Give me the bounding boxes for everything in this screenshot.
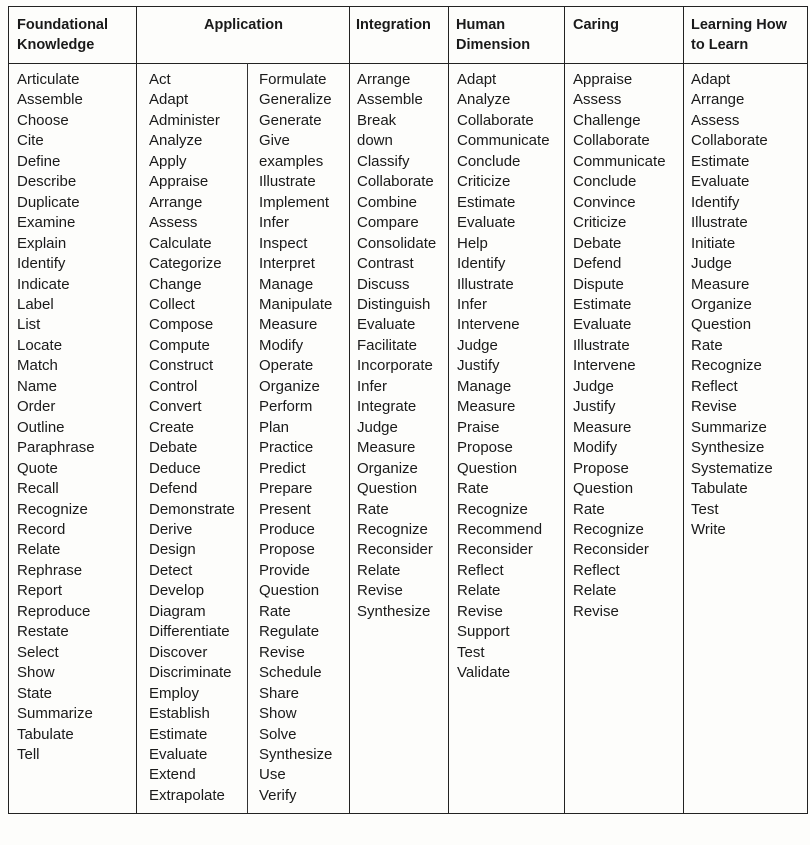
- verb-item: Act: [149, 71, 171, 88]
- verb-item: Order: [17, 398, 56, 416]
- verb-item: Plan: [259, 418, 290, 436]
- verb-item: Differentiate: [149, 623, 230, 641]
- header-caring: Caring: [573, 17, 619, 33]
- verb-item: Praise: [457, 418, 500, 436]
- verb-item: Change: [149, 275, 202, 293]
- verb-item: Question: [457, 459, 518, 477]
- verb-item: Support: [457, 623, 510, 641]
- verb-item: Summarize: [691, 418, 767, 436]
- verb-item: Collect: [149, 295, 195, 313]
- verb-item: Interpret: [259, 255, 315, 273]
- verb-item: Integrate: [357, 398, 417, 416]
- verb-item: Explain: [17, 234, 67, 252]
- verb-item: Reflect: [691, 377, 738, 395]
- verb-item: Create: [149, 418, 195, 436]
- verb-item: Question: [691, 316, 752, 334]
- verb-item: Evaluate: [357, 316, 416, 334]
- verb-item: Control: [149, 377, 198, 395]
- verb-item: Outline: [17, 418, 65, 436]
- verb-item: Judge: [357, 418, 398, 436]
- verb-item: Conclude: [573, 173, 637, 191]
- verb-item: Collaborate: [573, 132, 650, 150]
- verb-item: Practice: [259, 439, 314, 457]
- verb-item: Communicate: [573, 152, 666, 170]
- verb-item: Modify: [573, 439, 618, 457]
- verb-item: Appraise: [149, 173, 209, 191]
- verb-item: Measure: [573, 418, 632, 436]
- verb-item: Choose: [17, 111, 69, 129]
- verb-item: Develop: [149, 582, 205, 600]
- verb-item: Schedule: [259, 664, 322, 682]
- column-divider: [683, 7, 684, 813]
- verb-item: Extrapolate: [149, 786, 225, 804]
- verb-item: Classify: [357, 152, 410, 170]
- verb-item: Organize: [691, 295, 752, 313]
- verb-item: Collaborate: [357, 173, 434, 191]
- verb-item: Report: [17, 582, 63, 600]
- verb-item: Recognize: [573, 520, 644, 538]
- verb-item: Adapt: [691, 71, 731, 88]
- verb-item: Verify: [259, 786, 297, 804]
- verb-item: Illustrate: [573, 336, 630, 354]
- verb-item: Measure: [691, 275, 750, 293]
- verb-item: Tabulate: [17, 725, 74, 743]
- verb-item: Demonstrate: [149, 500, 235, 518]
- verb-item: Inspect: [259, 234, 308, 252]
- verb-item: Justify: [457, 357, 500, 375]
- verb-item: Rate: [457, 480, 489, 498]
- verb-item: Contrast: [357, 255, 414, 273]
- column-divider: [448, 7, 449, 813]
- verb-item: Quote: [17, 459, 58, 477]
- verb-item: Calculate: [149, 234, 212, 252]
- verb-item: Match: [17, 357, 58, 375]
- verb-item: Evaluate: [691, 173, 750, 191]
- verb-item: Combine: [357, 193, 418, 211]
- verb-item: Convince: [573, 193, 636, 211]
- verb-item: Define: [17, 152, 61, 170]
- verb-item: Assess: [149, 214, 198, 232]
- verb-item: Revise: [573, 602, 619, 620]
- column-divider: [136, 7, 137, 813]
- verb-item: Challenge: [573, 111, 641, 129]
- verb-item: Detect: [149, 561, 193, 579]
- verb-item: Judge: [457, 336, 498, 354]
- verb-item: Appraise: [573, 71, 633, 88]
- verb-item: Analyze: [457, 91, 511, 109]
- verb-item: Label: [17, 295, 54, 313]
- verb-item: Arrange: [149, 193, 203, 211]
- verb-item: Propose: [457, 439, 513, 457]
- verb-item: Recognize: [17, 500, 88, 518]
- verb-item: Systematize: [691, 459, 773, 477]
- verb-item: Validate: [457, 664, 511, 682]
- verb-item: Select: [17, 643, 59, 661]
- verb-item: Illustrate: [691, 214, 748, 232]
- verb-item: Perform: [259, 398, 313, 416]
- verb-item: Show: [17, 664, 55, 682]
- verb-item: Compare: [357, 214, 419, 232]
- verb-item: Summarize: [17, 705, 93, 723]
- verb-item: Recognize: [457, 500, 528, 518]
- verb-item: Paraphrase: [17, 439, 95, 457]
- verb-item: Tabulate: [691, 480, 748, 498]
- verb-item: Record: [17, 520, 66, 538]
- verb-item: Predict: [259, 459, 306, 477]
- verb-item: Infer: [259, 214, 290, 232]
- verb-item: Question: [259, 582, 320, 600]
- verb-item: Discriminate: [149, 664, 232, 682]
- verb-item: Dispute: [573, 275, 624, 293]
- verb-item: Employ: [149, 684, 200, 702]
- verb-item: Help: [457, 234, 488, 252]
- verb-item: Estimate: [457, 193, 516, 211]
- verb-item: Share: [259, 684, 300, 702]
- verb-item: Measure: [259, 316, 318, 334]
- verb-item: Manage: [457, 377, 512, 395]
- verb-item: Adapt: [457, 71, 497, 88]
- verb-item: Manipulate: [259, 295, 333, 313]
- verb-item: Test: [457, 643, 485, 661]
- verb-item: Administer: [149, 111, 220, 129]
- verb-item: Modify: [259, 336, 304, 354]
- verb-item: Discuss: [357, 275, 410, 293]
- header-human-dimension: Human Dimension: [456, 17, 531, 53]
- verb-item: Regulate: [259, 623, 320, 641]
- verb-item: Analyze: [149, 132, 203, 150]
- header-learning-how-to-learn: Learning How to Learn: [691, 17, 787, 53]
- caring-list: [573, 70, 666, 622]
- verb-item: Reconsider: [573, 541, 649, 559]
- verb-item: Infer: [357, 377, 388, 395]
- header-integration: Integration: [356, 17, 431, 33]
- verb-item: Question: [357, 480, 418, 498]
- verb-item: Design: [149, 541, 196, 559]
- verb-item: Relate: [17, 541, 61, 559]
- verb-item: Intervene: [457, 316, 520, 334]
- verb-item: Operate: [259, 357, 314, 375]
- verb-item: Initiate: [691, 234, 736, 252]
- verb-item: Construct: [149, 357, 214, 375]
- verb-item: Assemble: [17, 91, 83, 109]
- verb-item: Formulate: [259, 71, 327, 88]
- verb-item: Deduce: [149, 459, 201, 477]
- verb-item: Synthesize: [357, 602, 431, 620]
- human-dimension-list: [457, 70, 550, 684]
- verb-item: Manage: [259, 275, 314, 293]
- verb-item: Criticize: [457, 173, 511, 191]
- verb-item: Reconsider: [457, 541, 533, 559]
- verb-item: Discover: [149, 643, 208, 661]
- verb-item: Cite: [17, 132, 44, 150]
- column-divider: [247, 63, 248, 813]
- verb-item: Establish: [149, 705, 210, 723]
- learning-list: [691, 70, 773, 540]
- verb-item: Examine: [17, 214, 76, 232]
- verb-item: Recognize: [691, 357, 762, 375]
- verb-item: Recommend: [457, 520, 543, 538]
- verb-item: Derive: [149, 520, 193, 538]
- verb-item: Estimate: [691, 152, 750, 170]
- verb-item: Propose: [573, 459, 629, 477]
- column-divider: [564, 7, 565, 813]
- verb-item: Revise: [357, 582, 403, 600]
- verb-item: Evaluate: [573, 316, 632, 334]
- verb-item: Infer: [457, 295, 488, 313]
- verb-item: Measure: [457, 398, 516, 416]
- verb-item: Synthesize: [259, 745, 333, 763]
- verb-item: Arrange: [357, 71, 411, 88]
- verb-item: Solve: [259, 725, 297, 743]
- verb-item: Break down: [357, 111, 397, 150]
- verb-item: Present: [259, 500, 311, 518]
- verb-item: Identify: [457, 255, 506, 273]
- verb-item: Reproduce: [17, 602, 91, 620]
- verb-item: Tell: [17, 745, 40, 763]
- verb-item: Provide: [259, 561, 310, 579]
- verb-item: Debate: [149, 439, 198, 457]
- verb-item: Assess: [573, 91, 622, 109]
- verb-item: Diagram: [149, 602, 206, 620]
- verb-item: Name: [17, 377, 58, 395]
- verb-item: Compose: [149, 316, 214, 334]
- verb-item: Restate: [17, 623, 69, 641]
- verb-item: List: [17, 316, 41, 334]
- verb-item: Assess: [691, 111, 740, 129]
- verb-item: Describe: [17, 173, 77, 191]
- verb-item: Rate: [691, 336, 723, 354]
- verb-item: Use: [259, 766, 286, 784]
- verb-item: Reconsider: [357, 541, 433, 559]
- verb-item: Apply: [149, 152, 187, 170]
- verb-item: Recognize: [357, 520, 428, 538]
- verb-item: Revise: [259, 643, 305, 661]
- verb-item: Identify: [691, 193, 740, 211]
- verb-item: Generate: [259, 111, 322, 129]
- verb-item: Show: [259, 705, 297, 723]
- column-divider: [349, 7, 350, 813]
- verb-item: State: [17, 684, 53, 702]
- verb-item: Intervene: [573, 357, 636, 375]
- verb-table: [8, 6, 808, 814]
- verb-item: Articulate: [17, 71, 80, 88]
- header-divider: [9, 63, 807, 64]
- verb-item: Communicate: [457, 132, 550, 150]
- verb-item: Estimate: [149, 725, 208, 743]
- verb-item: Duplicate: [17, 193, 80, 211]
- verb-item: Recall: [17, 480, 59, 498]
- verb-item: Distinguish: [357, 295, 431, 313]
- verb-item: Rate: [573, 500, 605, 518]
- verb-item: Convert: [149, 398, 202, 416]
- verb-item: Rate: [357, 500, 389, 518]
- verb-item: Generalize: [259, 91, 332, 109]
- verb-item: Indicate: [17, 275, 70, 293]
- verb-item: Adapt: [149, 91, 189, 109]
- application-list-1: [149, 70, 235, 806]
- verb-item: Consolidate: [357, 234, 437, 252]
- verb-item: Relate: [573, 582, 617, 600]
- verb-item: Measure: [357, 439, 416, 457]
- verb-item: Reflect: [573, 561, 620, 579]
- verb-item: Compute: [149, 336, 210, 354]
- verb-item: Revise: [691, 398, 737, 416]
- verb-item: Conclude: [457, 152, 521, 170]
- verb-item: Debate: [573, 234, 622, 252]
- verb-item: Arrange: [691, 91, 745, 109]
- verb-item: Illustrate: [259, 173, 316, 191]
- verb-item: Categorize: [149, 255, 222, 273]
- verb-item: Judge: [573, 377, 614, 395]
- verb-item: Relate: [357, 561, 401, 579]
- verb-item: Question: [573, 480, 634, 498]
- verb-item: Give examples: [259, 132, 324, 170]
- verb-item: Assemble: [357, 91, 423, 109]
- verb-item: Extend: [149, 766, 196, 784]
- verb-item: Prepare: [259, 480, 313, 498]
- verb-item: Organize: [357, 459, 418, 477]
- verb-item: Justify: [573, 398, 616, 416]
- verb-item: Collaborate: [691, 132, 768, 150]
- application-list-2: [259, 70, 332, 806]
- verb-item: Propose: [259, 541, 315, 559]
- header-application: Application: [204, 17, 283, 33]
- verb-item: Rephrase: [17, 561, 83, 579]
- header-foundational: Foundational Knowledge: [17, 17, 109, 53]
- verb-item: Write: [691, 520, 726, 538]
- verb-item: Criticize: [573, 214, 627, 232]
- verb-item: Reflect: [457, 561, 504, 579]
- verb-item: Implement: [259, 193, 330, 211]
- verb-item: Incorporate: [357, 357, 433, 375]
- verb-item: Revise: [457, 602, 503, 620]
- verb-item: Locate: [17, 336, 63, 354]
- verb-item: Defend: [149, 480, 198, 498]
- verb-item: Evaluate: [149, 745, 208, 763]
- verb-item: Rate: [259, 602, 291, 620]
- foundational-list: [17, 70, 95, 765]
- verb-item: Relate: [457, 582, 501, 600]
- verb-item: Evaluate: [457, 214, 516, 232]
- verb-item: Test: [691, 500, 719, 518]
- verb-item: Synthesize: [691, 439, 765, 457]
- verb-item: Facilitate: [357, 336, 418, 354]
- integration-list: [357, 70, 436, 622]
- verb-item: Defend: [573, 255, 622, 273]
- verb-item: Identify: [17, 255, 66, 273]
- verb-item: Collaborate: [457, 111, 534, 129]
- verb-item: Estimate: [573, 295, 632, 313]
- verb-item: Organize: [259, 377, 320, 395]
- verb-item: Judge: [691, 255, 732, 273]
- verb-item: Illustrate: [457, 275, 514, 293]
- verb-item: Produce: [259, 520, 315, 538]
